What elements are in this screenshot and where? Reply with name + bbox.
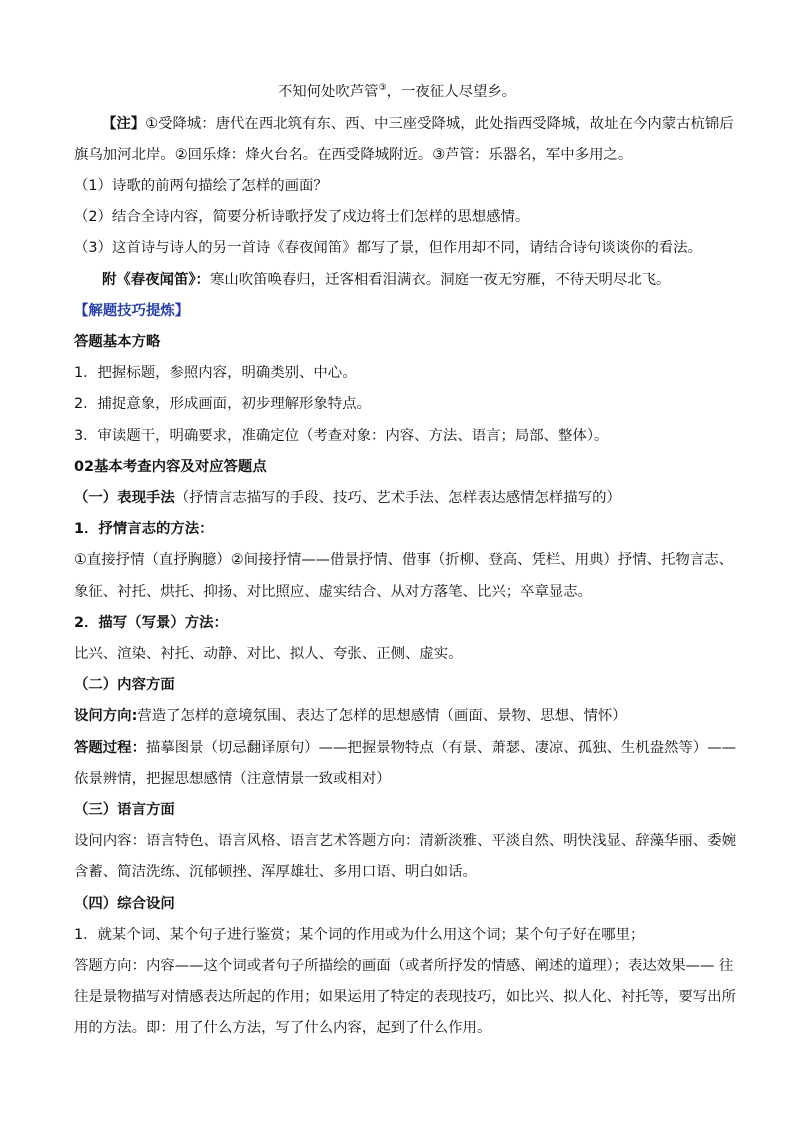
part02-heading: 02基本考查内容及对应答题点 xyxy=(74,459,267,475)
sub4-line-1: 1．就某个词、某个句子进行鉴赏；某个词的作用或为什么用这个词；某个句子好在哪里； xyxy=(74,927,645,943)
sub2-q-text: 营造了怎样的意境氛围、表达了怎样的思想感情（画面、景物、思想、情怀） xyxy=(137,708,627,724)
appendix-poem xyxy=(102,270,752,290)
sub2-p-text-1: 描摹图景（切忌翻译原句）——把握景物特点（有景、萧瑟、凄凉、孤独、生机盎然等）—— xyxy=(145,740,736,756)
sub3-title: （三）语言方面 xyxy=(74,802,175,818)
sub1-h1: 1．抒情言志的方法： xyxy=(74,521,214,537)
sub4-line-3: 往是景物描写对情感表达所起的作用；如果运用了特定的表现技巧，如比兴、拟人化、衬托等，要写出所 xyxy=(74,989,736,1005)
notes-text-1: ①受降城：唐代在西北筑有东、西、中三座受降城，此处指西受降城，故址在今内蒙古杭锦后 xyxy=(145,116,734,132)
question-1: （1）诗歌的前两句描绘了怎样的画面？ xyxy=(74,178,328,194)
notes-line-1 xyxy=(102,114,752,134)
strategy-heading: 答题基本方略 xyxy=(74,334,161,350)
strategy-item-2: 2．捕捉意象，形成画面，初步理解形象特点。 xyxy=(74,396,371,412)
sub2-process-line-2: 依景辨情，把握思想感情（注意情景一致或相对） xyxy=(74,771,391,787)
sub1-h2: 2．描写（写景）方法： xyxy=(74,615,228,631)
sub2-title: （二）内容方面 xyxy=(74,677,175,693)
sub4-line-4: 用的方法。即：用了什么方法，写了什么内容，起到了什么作用。 xyxy=(74,1020,492,1036)
sub1-h1-line-1: ①直接抒情（直抒胸臆）②间接抒情——借景抒情、借事（折柳、登高、凭栏、用典）抒情、托物言志、 xyxy=(74,552,733,568)
sub1-title-note: （抒情言志描写的手段、技巧、艺术手法、怎样表达感情怎样描写的） xyxy=(174,490,621,506)
sub4-line-2: 答题方向：内容——这个词或者句子所描绘的画面（或者所抒发的情感、阐述的道理）；表达效果—— 往 xyxy=(74,958,734,974)
sub2-q-label: 设问方向: xyxy=(74,708,138,724)
strategy-item-3: 3．审读题干，明确要求，准确定位（考查对象：内容、方法、语言；局部、整体）。 xyxy=(74,428,609,444)
notes-line-2: 旗乌加河北岸。②回乐烽：烽火台名。在西受降城附近。③芦管：乐器名，军中多用之。 xyxy=(74,147,633,163)
question-3: （3）这首诗与诗人的另一首诗《春夜闻笛》都写了景，但作用却不同，请结合诗句谈谈你的看法。 xyxy=(74,240,702,256)
sub2-process-line-1 xyxy=(74,738,736,758)
sub1-h1-line-2: 象征、衬托、烘托、抑扬、对比照应、虚实结合、从对方落笔、比兴；卒章显志。 xyxy=(74,584,593,600)
appendix-text: 寒山吹笛唤春归，迁客相看泪满衣。洞庭一夜无穷雁，不待天明尽北飞。 xyxy=(209,272,671,288)
section-heading: 【解题技巧提炼】 xyxy=(74,303,190,319)
poem-line-text: 不知何处吹芦管 xyxy=(277,84,379,100)
sub2-question-line xyxy=(74,706,724,726)
sub4-title: （四）综合设问 xyxy=(74,896,175,912)
strategy-item-1: 1．把握标题，参照内容，明确类别、中心。 xyxy=(74,365,357,381)
notes-label: 【注】 xyxy=(102,116,146,132)
sub2-p-label: 答题过程： xyxy=(74,740,146,756)
sub3-line-1: 设问内容：语言特色、语言风格、语言艺术答题方向：清新淡雅、平淡自然、明快浅显、辞藻华丽、委婉 xyxy=(74,833,736,849)
sub3-line-2: 含蓄、简洁洗练、沉郁顿挫、浑厚雄壮、多用口语、明白如话。 xyxy=(74,864,477,880)
poem-line xyxy=(0,82,794,102)
footnote-ref: ③ xyxy=(378,83,387,94)
question-2: （2）结合全诗内容，简要分析诗歌抒发了戍边将士们怎样的思想感情。 xyxy=(74,209,530,225)
sub1-h2-line: 比兴、渲染、衬托、动静、对比、拟人、夸张、正侧、虚实。 xyxy=(74,646,463,662)
sub1-title-line xyxy=(74,488,724,508)
appendix-label: 附《春夜闻笛》： xyxy=(102,272,210,288)
poem-line-rest: ，一夜征人尽望乡。 xyxy=(386,84,517,100)
sub1-title: （一）表现手法 xyxy=(74,490,175,506)
